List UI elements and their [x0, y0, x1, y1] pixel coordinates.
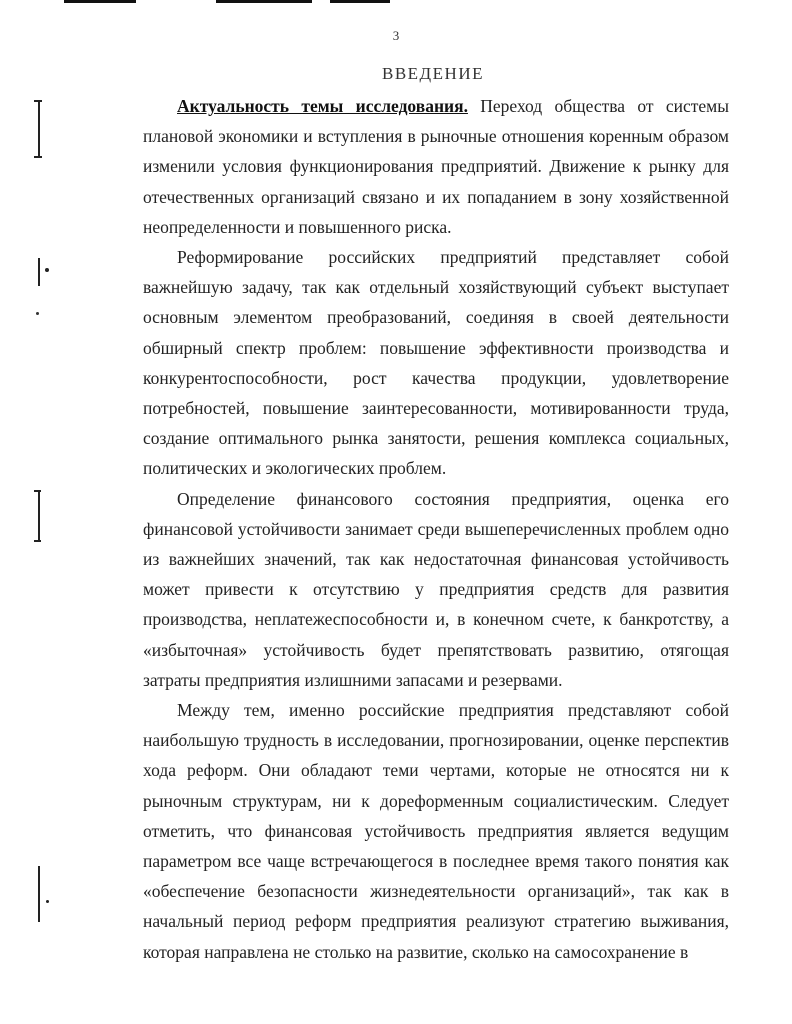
document-body: [143, 91, 729, 967]
margin-bracket: [34, 156, 42, 158]
margin-bracket: [38, 490, 40, 542]
scan-artifact: [216, 0, 312, 3]
margin-bracket: [34, 100, 42, 102]
margin-bracket: [34, 490, 41, 492]
paragraph-lead-in: Актуальность темы исследования.: [177, 96, 468, 116]
scan-artifact: [330, 0, 390, 3]
margin-bracket: [34, 540, 41, 542]
page-heading: ВВЕДЕНИЕ: [382, 64, 484, 83]
margin-bracket: [38, 258, 40, 286]
scan-artifact: [64, 0, 136, 3]
paragraph-text: Между тем, именно российские предприятия представляют собой наибольшую трудность в исследовании, прогнозировании, оценке перспектив хода реформ. Они обладают теми чертами, которые не относятся ни к рыночным структурам, ни к дореформенным социалистическим. Следует отметить, что финансовая устойчивость предприятия является ведущим параметром все чаще встречающегося в последнее время такого понятия как «обеспечение безопасности жизнедеятельности организаций», так как в начальный период реформ предприятия реализуют стратегию выживания, которая направлена не столько на развитие, сколько на самосохранение в: [143, 700, 729, 962]
margin-mark: [46, 900, 49, 903]
paragraph-text: Переход общества от системы плановой экономики и вступления в рыночные отношения коренным образом изменили условия функционирования предприятий. Движение к рынку для отечественных организаций связано и их попаданием в зону хозяйственной неопределенности и повышенного риска.: [143, 96, 729, 237]
margin-bracket: [38, 866, 40, 922]
page-number: 3: [392, 28, 400, 43]
paragraph-text: Определение финансового состояния предприятия, оценка его финансовой устойчивости занимает среди вышеперечисленных проблем одно из важнейших значений, так как недостаточная финансовая устойчивость может привести к отсутствию у предприятия средств для развития производства, неплатежеспособности и, в конечном счете, к банкротству, а «избыточная» устойчивость будет препятствовать развитию, отягощая затраты предприятия излишними запасами и резервами.: [143, 488, 729, 690]
paragraph-text: Реформирование российских предприятий представляет собой важнейшую задачу, так как отдельный хозяйствующий субъект выступает основным элементом преобразований, соединяя в своей деятельности обширный спектр проблем: повышение эффективности производства и конкурентоспособности, рост качества продукции, удовлетворение потребностей, повышение заинтересованности, мотивированности труда, создание оптимального рынка занятости, решения комплекса социальных, политических и экологических проблем.: [143, 247, 729, 479]
margin-mark: [36, 312, 39, 315]
paragraph: [143, 91, 729, 242]
paragraph: [143, 242, 729, 484]
paragraph: [143, 484, 729, 695]
paragraph: [143, 695, 729, 967]
margin-bracket: [38, 100, 40, 158]
margin-mark: [45, 268, 49, 272]
